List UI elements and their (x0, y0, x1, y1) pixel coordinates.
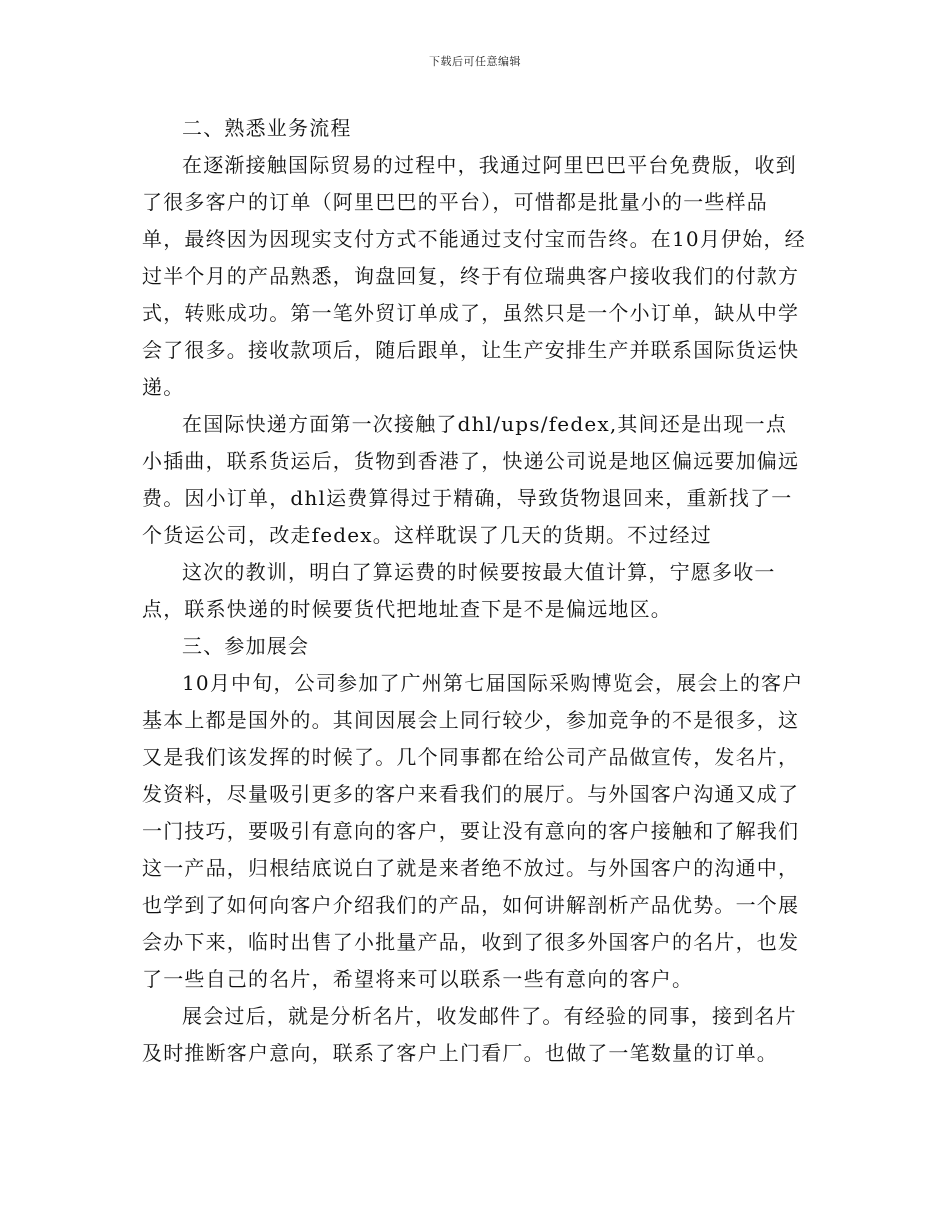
paragraph-alibaba-orders: 在逐渐接触国际贸易的过程中，我通过阿里巴巴平台免费版，收到了很多客户的订单（阿里巴巴的平台），可惜都是批量小的一些样品单，最终因为因现实支付方式不能通过支付宝而告终。在10月伊始，经过半个月的产品熟悉，询盘回复，终于有位瑞典客户接收我们的付款方式，转账成功。第一笔外贸订单成了，虽然只是一个小订单，缺从中学会了很多。接收款项后，随后跟单，让生产安排生产并联系国际货运快递。 (142, 153, 806, 399)
paragraph-after-exhibition: 展会过后，就是分析名片，收发邮件了。有经验的同事，接到名片及时推断客户意向，联系了客户上门看厂。也做了一笔数量的订单。 (142, 1004, 797, 1065)
section-heading-exhibition: 三、参加展会 (182, 634, 310, 658)
section-heading-business-process: 二、熟悉业务流程 (182, 116, 352, 140)
page-header: 下载后可任意编辑 (429, 55, 521, 68)
paragraph-shipping-lesson: 这次的教训，明白了算运费的时候要按最大值计算，宁愿多收一点，联系快递的时候要货代把地址查下是不是偏远地区。 (142, 560, 776, 621)
paragraph-express-shipping: 在国际快递方面第一次接触了dhl/ups/fedex,其间还是出现一点小插曲，联系货运后，货物到香港了，快递公司说是地区偏远要加偏远费。因小订单，dhl运费算得过于精确，导致货物退回来，重新找了一个货运公司，改走fedex。这样耽误了几天的货期。不过经过 (142, 412, 800, 547)
document-body (142, 110, 808, 1072)
paragraph-exhibition: 10月中旬，公司参加了广州第七届国际采购博览会，展会上的客户基本上都是国外的。其间因展会上同行较少，参加竞争的不是很多，这又是我们该发挥的时候了。几个同事都在给公司产品做宣传，发名片，发资料，尽量吸引更多的客户来看我们的展厅。与外国客户沟通又成了一门技巧，要吸引有意向的客户，要让没有意向的客户接触和了解我们这一产品，归根结底说白了就是来者绝不放过。与外国客户的沟通中，也学到了如何向客户介绍我们的产品，如何讲解剖析产品优势。一个展会办下来，临时出售了小批量产品，收到了很多外国客户的名片，也发了一些自己的名片，希望将来可以联系一些有意向的客户。 (142, 671, 804, 991)
